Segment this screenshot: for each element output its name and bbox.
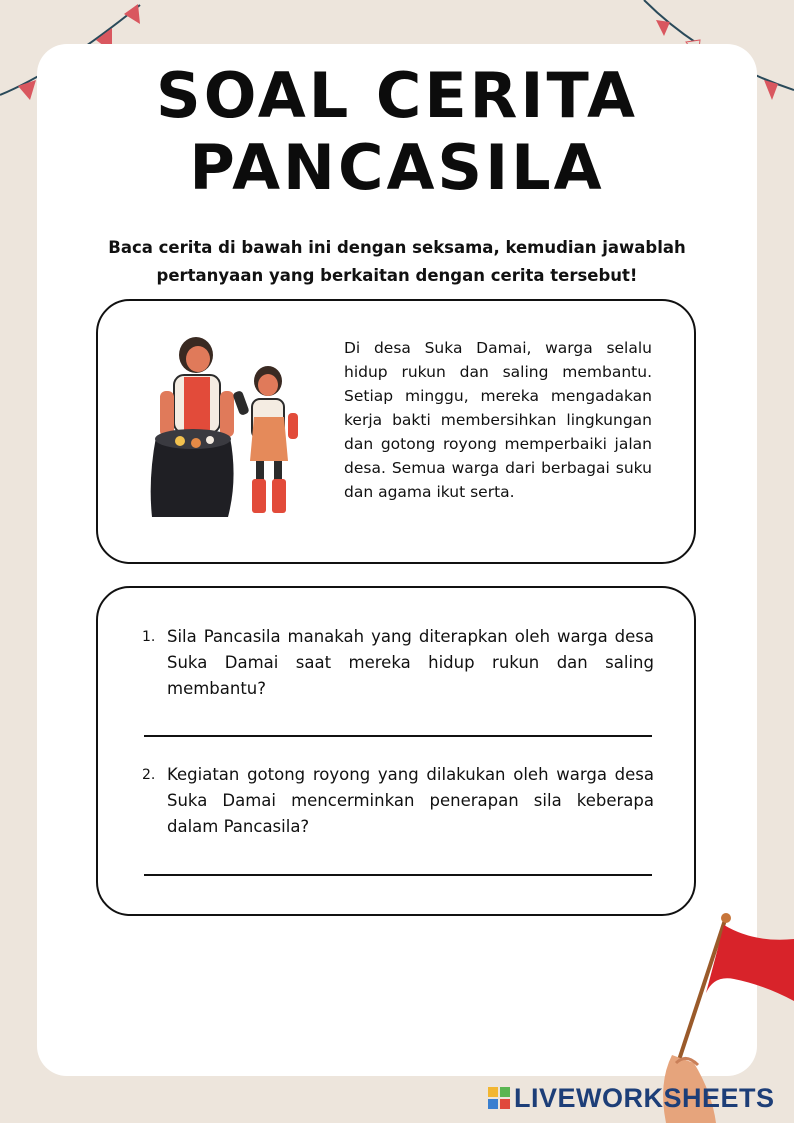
question-1-text: Sila Pancasila manakah yang diterapkan oleh warga desa Suka Damai saat mereka hidup rukun dan saling membantu? [167, 627, 654, 698]
liveworksheets-branding [488, 1083, 775, 1113]
answer-field-1[interactable] [144, 735, 652, 737]
questions-box [96, 586, 696, 916]
question-2-number: 2. [142, 767, 156, 783]
question-2-text: Kegiatan gotong royong yang dilakukan oleh warga desa Suka Damai mencerminkan penerapan sila keberapa dalam Pancasila? [167, 765, 654, 836]
instructions-line-2: pertanyaan yang berkaitan dengan cerita tersebut! [156, 266, 638, 285]
brand-name: LIVEWORKSHEETS [514, 1082, 775, 1113]
volunteers-cleanup-illustration-icon [138, 329, 318, 529]
question-1 [142, 624, 654, 702]
liveworksheets-logo-icon [488, 1087, 510, 1109]
story-text: Di desa Suka Damai, warga selalu hidup rukun dan saling membantu. Setiap minggu, mereka mengadakan kerja bakti membersihkan lingkungan dan gotong royong memperbaiki jalan desa. Semua warga dari berbagai suku dan agama ikut serta. [344, 339, 652, 501]
page-title [0, 60, 794, 204]
title-line-1: SOAL CERITA [156, 59, 638, 132]
question-2 [142, 762, 654, 840]
title-line-2: PANCASILA [189, 131, 605, 204]
instructions [100, 234, 694, 290]
instructions-line-1: Baca cerita di bawah ini dengan seksama, kemudian jawablah [108, 238, 686, 257]
answer-field-2[interactable] [144, 874, 652, 876]
story-box [96, 299, 696, 564]
question-1-number: 1. [142, 629, 156, 645]
